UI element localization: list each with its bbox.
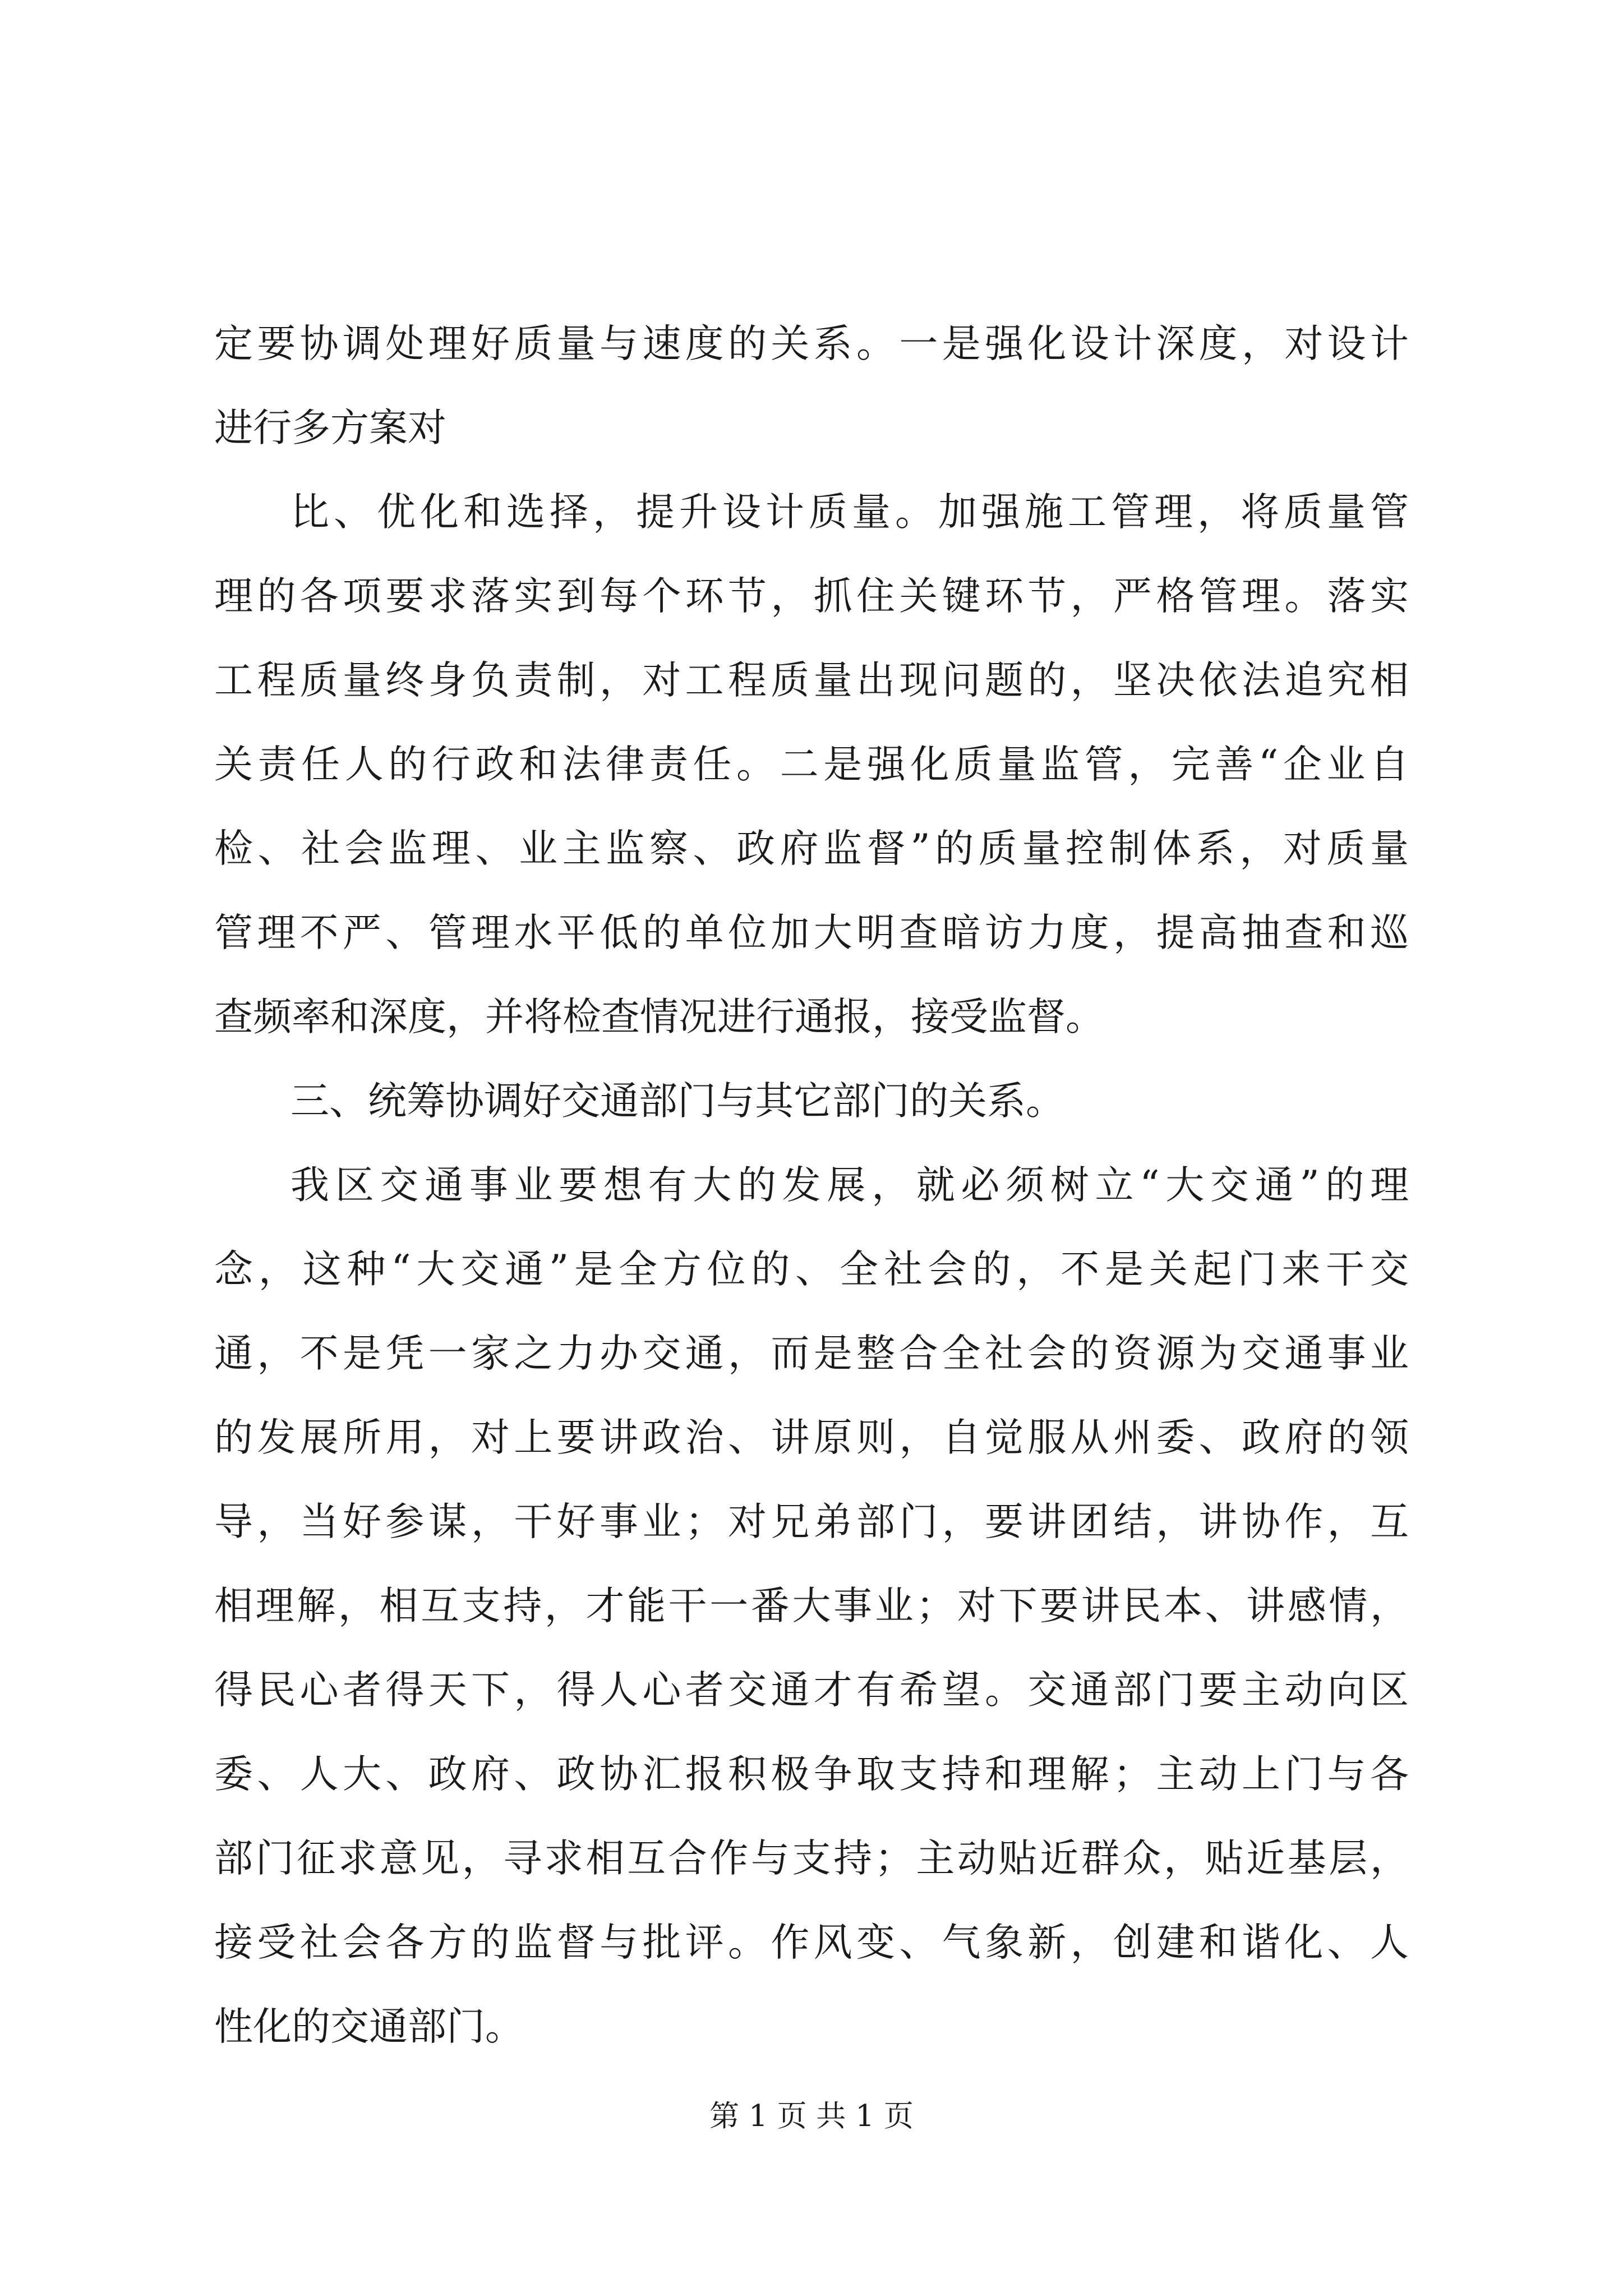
text-line: 三、统筹协调好交通部门与其它部门的关系。 xyxy=(291,1079,1064,1124)
text-line: 比、优化和选择，提升设计质量。加强施工管理，将质量管 xyxy=(291,490,1409,535)
text-line: 念，这种“大交通”是全方位的、全社会的，不是关起门来干交 xyxy=(214,1247,1409,1292)
text-line: 得民心者得天下，得人心者交通才有希望。交通部门要主动向区 xyxy=(214,1668,1409,1713)
paragraph-1 xyxy=(214,302,1409,470)
text-line: 定要协调处理好质量与速度的关系。一是强化设计深度，对设计 xyxy=(214,321,1409,366)
text-line: 部门征求意见，寻求相互合作与支持；主动贴近群众，贴近基层， xyxy=(214,1836,1409,1881)
page-footer: 第 1 页 共 1 页 xyxy=(709,2099,914,2133)
section-heading xyxy=(214,1059,1409,1143)
text-line: 相理解，相互支持，才能干一番大事业；对下要讲民本、讲感情， xyxy=(214,1584,1409,1628)
text-line: 理的各项要求落实到每个环节，抓住关键环节，严格管理。落实 xyxy=(214,574,1409,619)
text-line: 查频率和深度，并将检查情况进行通报，接受监督。 xyxy=(214,995,1104,1039)
paragraph-4 xyxy=(214,1143,1409,2069)
text-line: 工程质量终身负责制，对工程质量出现问题的，坚决依法追究相 xyxy=(214,658,1409,703)
text-line: 关责任人的行政和法律责任。二是强化质量监管，完善“企业自 xyxy=(214,742,1409,787)
text-line: 接受社会各方的监督与批评。作风变、气象新，创建和谐化、人 xyxy=(214,1920,1409,1965)
document-body xyxy=(214,302,1409,2069)
text-line: 检、社会监理、业主监察、政府监督”的质量控制体系，对质量 xyxy=(214,826,1409,871)
paragraph-2 xyxy=(214,470,1409,1059)
text-line: 通，不是凭一家之力办交通，而是整合全社会的资源为交通事业 xyxy=(214,1331,1409,1376)
text-line: 导，当好参谋，干好事业；对兄弟部门，要讲团结，讲协作，互 xyxy=(214,1499,1409,1544)
text-line: 我区交通事业要想有大的发展，就必须树立“大交通”的理 xyxy=(291,1163,1409,1208)
text-line: 管理不严、管理水平低的单位加大明查暗访力度，提高抽查和巡 xyxy=(214,910,1409,955)
text-line: 进行多方案对 xyxy=(214,406,446,450)
text-line: 的发展所用，对上要讲政治、讲原则，自觉服从州委、政府的领 xyxy=(214,1415,1409,1460)
text-line: 委、人大、政府、政协汇报积极争取支持和理解；主动上门与各 xyxy=(214,1752,1409,1797)
text-line: 性化的交通部门。 xyxy=(214,2004,524,2049)
